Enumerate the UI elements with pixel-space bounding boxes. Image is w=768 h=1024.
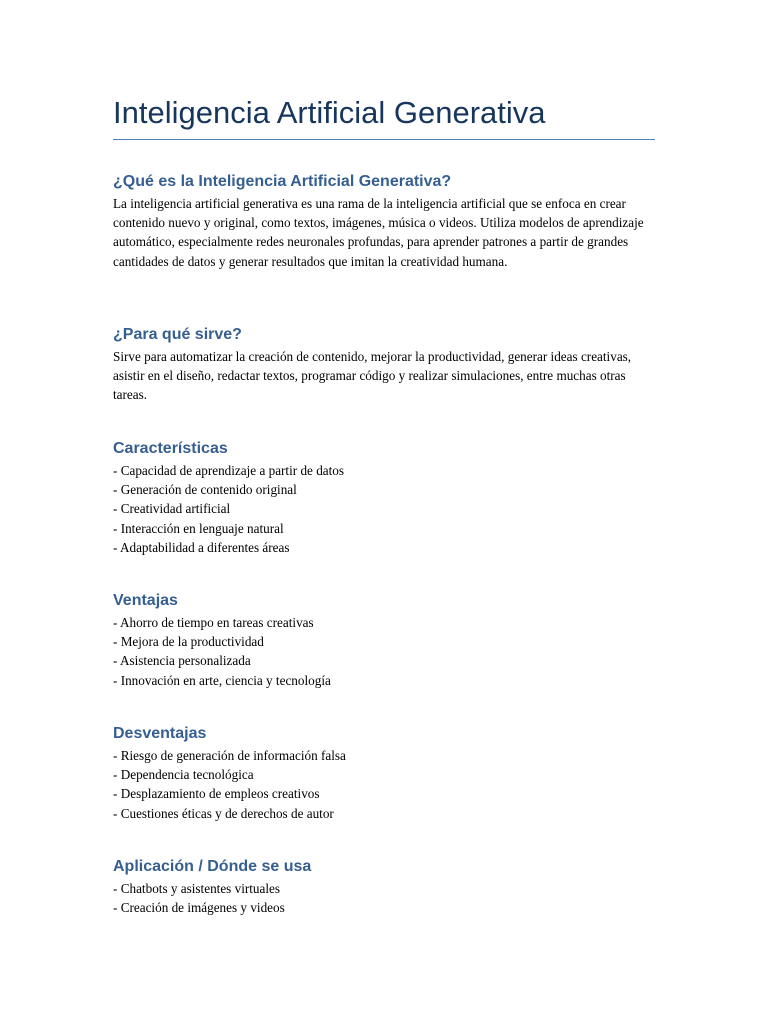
list-item: - Asistencia personalizada xyxy=(113,653,251,669)
list-item: - Innovación en arte, ciencia y tecnología xyxy=(113,672,331,688)
section-para-que xyxy=(113,324,655,405)
list-item: - Mejora de la productividad xyxy=(113,634,264,650)
list-item: - Adaptabilidad a diferentes áreas xyxy=(113,539,290,555)
section-heading-ventajas: Ventajas xyxy=(113,592,178,609)
list-item: - Chatbots y asistentes virtuales xyxy=(113,881,281,896)
aplicacion-list xyxy=(113,879,655,917)
desventajas-list xyxy=(113,746,655,823)
list-item: - Creatividad artificial xyxy=(113,501,231,517)
section-aplicacion xyxy=(113,856,655,917)
section-body-que-es: La inteligencia artificial generativa es una rama de la inteligencia artificial que se enfoca en crear contenido nuevo y original, como textos, imágenes, música o videos. Utiliza modelos de aprendizaje automático, especialmente redes neuronales profundas, para aprender patrones a partir de grandes cantidades de datos y generar resultados que imitan la creatividad humana. xyxy=(113,196,644,269)
section-heading-para-que: ¿Para qué sirve? xyxy=(113,326,242,343)
list-item: - Interacción en lenguaje natural xyxy=(113,520,284,536)
section-heading-aplicacion: Aplicación / Dónde se usa xyxy=(113,858,312,875)
caracteristicas-list xyxy=(113,461,655,557)
list-item: - Cuestiones éticas y de derechos de autor xyxy=(113,805,334,821)
list-item: - Creación de imágenes y videos xyxy=(113,900,285,916)
ventajas-list xyxy=(113,613,655,690)
section-body-para-que: Sirve para automatizar la creación de contenido, mejorar la productividad, generar ideas creativas, asistir en el diseño, redactar textos, programar código y realizar simulaciones, entre muchas otras tareas. xyxy=(113,349,632,403)
section-heading-desventajas: Desventajas xyxy=(113,725,207,742)
section-ventajas xyxy=(113,590,655,690)
list-item: - Desplazamiento de empleos creativos xyxy=(113,786,320,802)
section-caracteristicas xyxy=(113,438,655,557)
list-item: - Riesgo de generación de información falsa xyxy=(113,748,346,763)
list-item: - Generación de contenido original xyxy=(113,482,297,498)
section-desventajas xyxy=(113,723,655,823)
list-item: - Ahorro de tiempo en tareas creativas xyxy=(113,615,314,630)
list-item: - Capacidad de aprendizaje a partir de datos xyxy=(113,463,345,478)
title-underline-rule xyxy=(113,139,655,140)
section-heading-que-es: ¿Qué es la Inteligencia Artificial Generativa? xyxy=(113,173,452,190)
list-item: - Dependencia tecnológica xyxy=(113,767,254,783)
section-heading-caracteristicas: Características xyxy=(113,440,228,457)
section-que-es xyxy=(113,171,655,271)
document-title: Inteligencia Artificial Generativa xyxy=(113,95,546,130)
